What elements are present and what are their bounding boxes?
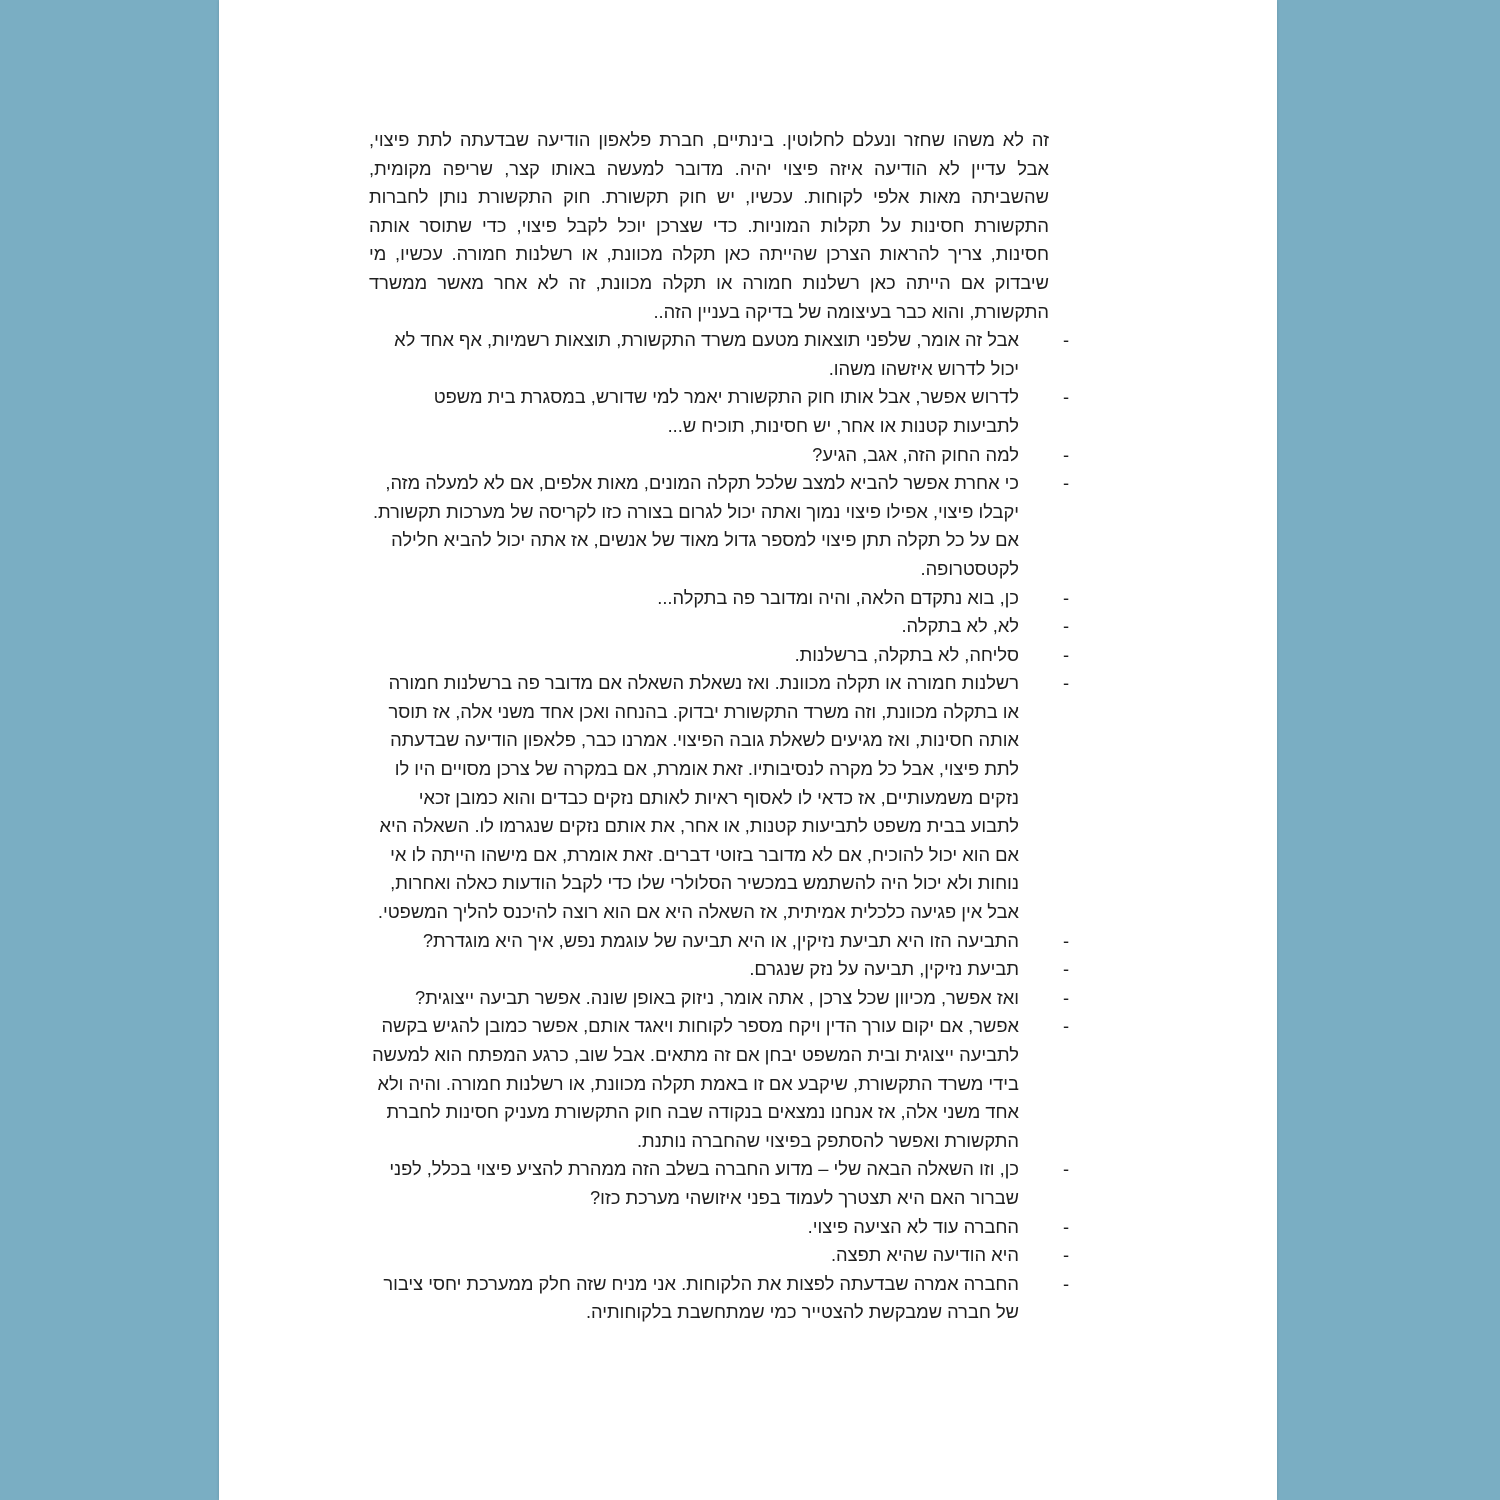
dash-marker: -	[1062, 643, 1070, 665]
intro-paragraph: זה לא משהו שחזר ונעלם לחלוטין. בינתיים, חברת פלאפון הודיעה שבדעתה לתת פיצוי, אבל עדיין לא הודיעה איזה פיצוי יהיה. מדובר למעשה באותו קצר, שריפה מקומית, שהשביתה מאות אלפי לקוחות. עכשיו, יש חוק תקשורת. חוק התקשורת נותן לחברות התקשורת חסינות על תקלות המוניות. כדי שצרכן יוכל לקבל פיצוי, כדי שתוסר אותה חסינות, צריך להראות הצרכן שהייתה כאן תקלה מכוונת, או רשלנות חמורה. עכשיו, מי שיבדוק אם הייתה כאן רשלנות חמורה או תקלה מכוונת, זה לא אחר מאשר ממשרד התקשורת, והוא כבר בעיצומה של בדיקה בעניין הזה..	[369, 129, 1049, 322]
dialogue-text: כן, בוא נתקדם הלאה, והיה ומדובר פה בתקלה...	[657, 586, 1019, 608]
dialogue-turn-2	[369, 383, 1070, 440]
dash-marker: -	[1062, 1015, 1070, 1037]
document-page	[219, 0, 1277, 1500]
dialogue-text: לא, לא בתקלה.	[901, 615, 1019, 637]
dialogue-text: כי אחרת אפשר להביא למצב שלכל תקלה המונים, מאות אלפים, אם לא למעלה מזה, יקבלו פיצוי, אפילו פיצוי נמוך ואתה יכול לגרום בצורה כזו לקריסה של מערכות תקשורת. אם על כל תקלה תתן פיצוי למספר גדול מאוד של אנשים, אז אתה יכול להביא חלילה לקטסטרופה.	[372, 472, 1019, 579]
dialogue-list	[369, 326, 1070, 1327]
dash-marker: -	[1062, 986, 1070, 1008]
dialogue-text: אפשר, אם יקום עורך הדין ויקח מספר לקוחות ויאגד אותם, אפשר כמובן להגיש בקשה לתביעה ייצוגית ובית המשפט יבחן אם זה מתאים. אבל שוב, כרגע המפתח הוא למעשה בידי משרד התקשורת, שיקבע אם זו באמת תקלה מכוונת, או רשלנות חמורה. והיה ולא אחד משני אלה, אז אנחנו נמצאים בנקודה שבה חוק התקשורת מעניק חסינות לחברת התקשורת ואפשר להסתפק בפיצוי שהחברה נותנת.	[372, 1015, 1019, 1151]
dialogue-text: ואז אפשר, מכיוון שכל צרכן , אתה אומר, ניזוק באופן שונה. אפשר תביעה ייצוגית?	[415, 986, 1019, 1008]
dialogue-text: תביעת נזיקין, תביעה על נזק שנגרם.	[749, 958, 1019, 980]
dash-marker: -	[1062, 615, 1070, 637]
dialogue-turn-5	[369, 584, 1070, 613]
dialogue-turn-3	[369, 441, 1070, 470]
dialogue-turn-8	[369, 669, 1070, 926]
dash-marker: -	[1062, 672, 1070, 694]
dash-marker: -	[1062, 386, 1070, 408]
dialogue-text: רשלנות חמורה או תקלה מכוונת. ואז נשאלת השאלה אם מדובר פה ברשלנות חמורה או בתקלה מכוונת, וזה משרד התקשורת יבדוק. בהנחה ואכן אחד משני אלה, אז תוסר אותה חסינות, ואז מגיעים לשאלת גובה הפיצוי. אמרנו כבר, פלאפון הודיעה שבדעתה לתת פיצוי, אבל כל מקרה לנסיבותיו. זאת אומרת, אם במקרה של צרכן מסויים היו לו נזקים משמעותיים, אז כדאי לו לאסוף ראיות לאותם נזקים כבדים והוא כמובן זכאי לתבוע בבית משפט לתביעות קטנות, או אחר, את אותם נזקים שנגרמו לו. השאלה היא אם הוא יכול להוכיח, אם לא מדובר בזוטי דברים. זאת אומרת, אם מישהו הייתה לו אי נוחות ולא יכול היה להשתמש במכשיר הסלולרי שלו כדי לקבל הודעות כאלה ואחרות, אבל אין פגיעה כלכלית אמיתית, אז השאלה היא אם הוא רוצה להיכנס להליך המשפטי.	[377, 672, 1019, 923]
dialogue-text: החברה עוד לא הציעה פיצוי.	[807, 1215, 1019, 1237]
dialogue-turn-6	[369, 612, 1070, 641]
dash-marker: -	[1062, 1272, 1070, 1294]
dialogue-turn-12	[369, 1012, 1070, 1155]
dash-marker: -	[1062, 329, 1070, 351]
dash-marker: -	[1062, 929, 1070, 951]
dialogue-turn-15	[369, 1241, 1070, 1270]
dialogue-text: החברה אמרה שבדעתה לפצות את הלקוחות. אני מניח שזה חלק ממערכת יחסי ציבור של חברה שמבקשת להצטייר כמי שמתחשבת בלקוחותיה.	[383, 1272, 1019, 1323]
dash-marker: -	[1062, 586, 1070, 608]
dash-marker: -	[1062, 1215, 1070, 1237]
dialogue-turn-10	[369, 955, 1070, 984]
dialogue-text: התביעה הזו היא תביעת נזיקין, או היא תביעה של עוגמת נפש, איך היא מוגדרת?	[422, 929, 1019, 951]
dialogue-turn-11	[369, 984, 1070, 1013]
dash-marker: -	[1062, 443, 1070, 465]
dialogue-turn-1	[369, 326, 1070, 383]
dialogue-text: למה החוק הזה, אגב, הגיע?	[812, 443, 1019, 465]
dash-marker: -	[1062, 1158, 1070, 1180]
dialogue-turn-13	[369, 1155, 1070, 1212]
dialogue-turn-4	[369, 469, 1070, 583]
dialogue-turn-16	[369, 1270, 1070, 1327]
dialogue-text: סליחה, לא בתקלה, ברשלנות.	[794, 643, 1019, 665]
dash-marker: -	[1062, 1244, 1070, 1266]
transcript-body	[369, 126, 1070, 1327]
dash-marker: -	[1062, 472, 1070, 494]
dash-marker: -	[1062, 958, 1070, 980]
dialogue-turn-7	[369, 641, 1070, 670]
dialogue-text: לדרוש אפשר, אבל אותו חוק התקשורת יאמר למי שדורש, במסגרת בית משפט לתביעות קטנות או אחר, יש חסינות, תוכיח ש...	[433, 386, 1019, 436]
dialogue-turn-14	[369, 1213, 1070, 1242]
dialogue-text: כן, וזו השאלה הבאה שלי – מדוע החברה בשלב הזה ממהרת להציע פיצוי בכלל, לפני שברור האם היא תצטרך לעמוד בפני איזושהי מערכת כזו?	[389, 1158, 1019, 1208]
dialogue-text: היא הודיעה שהיא תפצה.	[830, 1244, 1019, 1266]
dialogue-turn-9	[369, 927, 1070, 956]
dialogue-text: אבל זה אומר, שלפני תוצאות מטעם משרד התקשורת, תוצאות רשמיות, אף אחד לא יכול לדרוש איזשהו משהו.	[394, 329, 1019, 379]
